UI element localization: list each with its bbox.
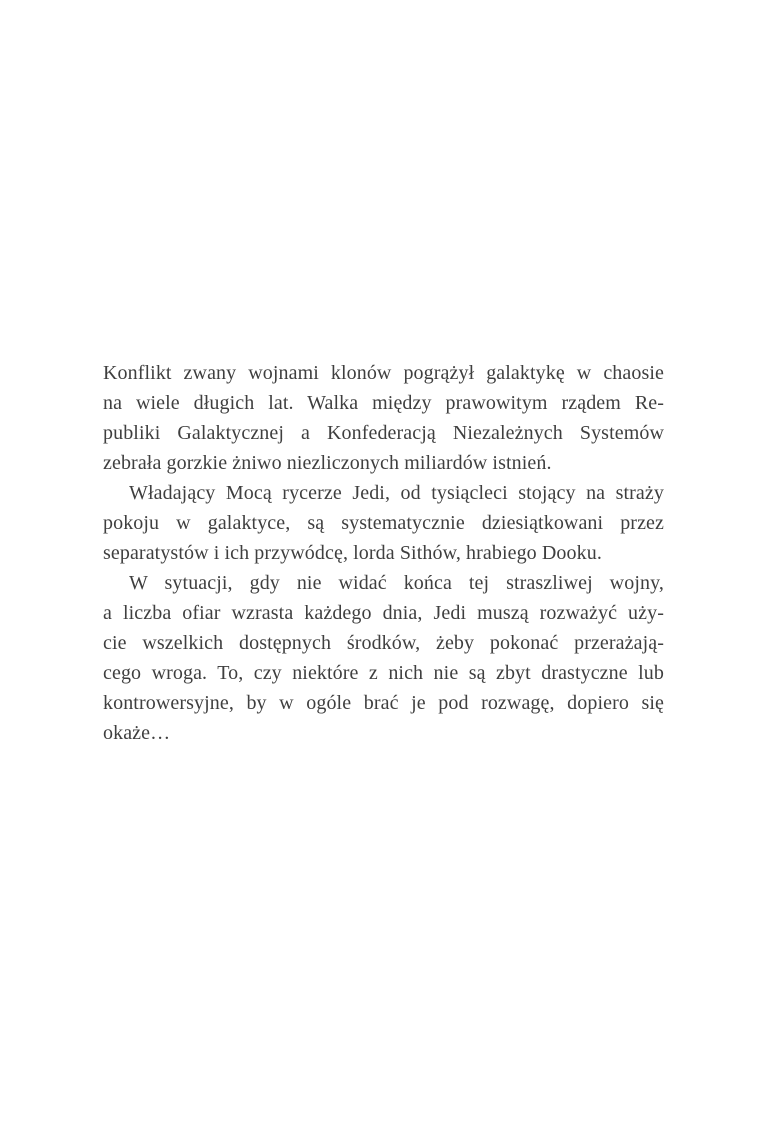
paragraph	[103, 358, 664, 478]
body-text	[103, 358, 664, 748]
text-line: okaże…	[103, 722, 171, 744]
text-line: cie wszelkich dostępnych środków, żeby pokonać przerażają-	[103, 632, 664, 654]
text-line: publiki Galaktycznej a Konfederacją Niezależnych Systemów	[103, 422, 664, 444]
paragraph	[103, 478, 664, 568]
paragraph	[103, 568, 664, 748]
text-line: kontrowersyjne, by w ogóle brać je pod rozwagę, dopiero się	[103, 692, 664, 714]
text-line: W sytuacji, gdy nie widać końca tej straszliwej wojny,	[129, 572, 664, 594]
text-line: na wiele długich lat. Walka między prawowitym rządem Re-	[103, 392, 664, 414]
text-line: zebrała gorzkie żniwo niezliczonych miliardów istnień.	[103, 452, 552, 474]
text-line: Władający Mocą rycerze Jedi, od tysiącleci stojący na straży	[129, 482, 664, 504]
text-line: separatystów i ich przywódcę, lorda Sithów, hrabiego Dooku.	[103, 542, 602, 564]
text-line: pokoju w galaktyce, są systematycznie dziesiątkowani przez	[103, 512, 664, 534]
text-line: Konflikt zwany wojnami klonów pogrążył galaktykę w chaosie	[103, 362, 664, 384]
text-line: a liczba ofiar wzrasta każdego dnia, Jedi muszą rozważyć uży-	[103, 602, 664, 624]
text-line: cego wroga. To, czy niektóre z nich nie są zbyt drastyczne lub	[103, 662, 664, 684]
